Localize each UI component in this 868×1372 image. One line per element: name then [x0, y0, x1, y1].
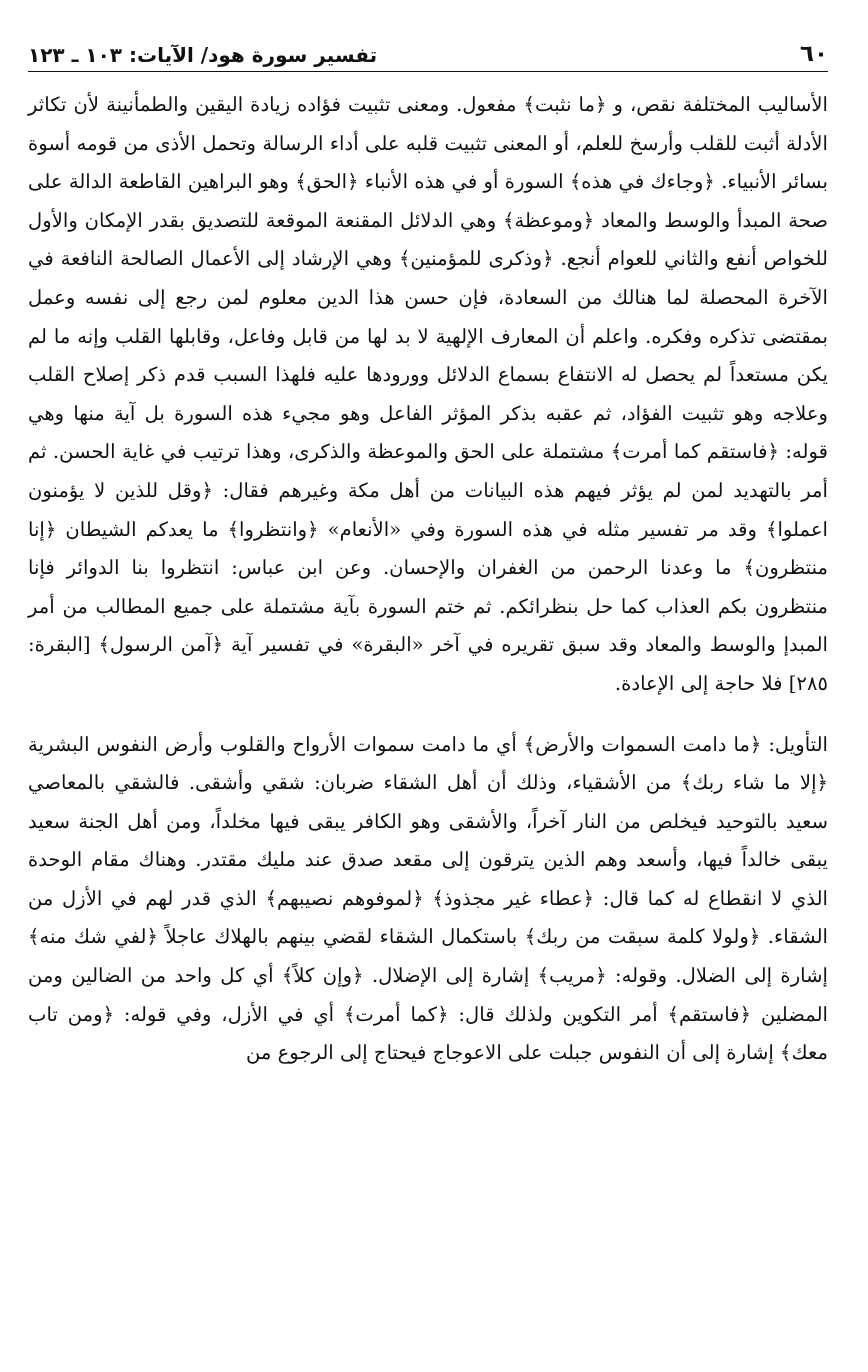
running-title: تفسير سورة هود/ الآيات: ١٠٣ ـ ١٢٣: [28, 43, 378, 67]
tafsir-paragraph: الأساليب المختلفة نقص، و ﴿ما نثبت﴾ مفعول. ومعنى تثبيت فؤاده زيادة اليقين والطمأنينة لأن تكاثر الأدلة أثبت للقلب وأرسخ للعلم، أو المعنى تثبيت قلبه على أداء الرسالة وتحمل الأذى من قومه أسوة بسائر الأنبياء. ﴿وجاءك في هذه﴾ السورة أو في هذه الأنباء ﴿الحق﴾ وهو البراهين القاطعة الدالة على صحة المبدأ والوسط والمعاد ﴿وموعظة﴾ وهي الدلائل المقنعة الموقعة للتصديق بقدر الإمكان والأول للخواص أنفع والثاني للعوام أنجع. ﴿وذكرى للمؤمنين﴾ وهي الإرشاد إلى الأعمال الصالحة النافعة في الآخرة المحصلة لما هنالك من السعادة، فإن حسن هذا الدين معلوم لمن رجع إلى نفسه وعمل بمقتضى تذكره وفكره. واعلم أن المعارف الإلهية لا بد لها من قابل وفاعل، وقابلها القلب وإنه ما لم يكن مستعداً لم يحصل له الانتفاع بسماع الدلائل وورودها عليه فلهذا السبب قدم ذكر إصلاح القلب وعلاجه وهو تثبيت الفؤاد، ثم عقبه بذكر المؤثر الفاعل وهو مجيء هذه السورة بل آية منها وهي قوله: ﴿فاستقم كما أمرت﴾ مشتملة على الحق والموعظة والذكرى، وهذا ترتيب في غاية الحسن. ثم أمر بالتهديد لمن لم يؤثر فيهم هذه البيانات من أهل مكة وغيرهم فقال: ﴿وقل للذين لا يؤمنون اعملوا﴾ وقد مر تفسير مثله في هذه السورة وفي «الأنعام» ﴿وانتظروا﴾ ما يعدكم الشيطان ﴿إنا منتظرون﴾ ما وعدنا الرحمن من الغفران والإحسان. وعن ابن عباس: انتظروا بنا الدوائر فإنا منتظرون بكم العذاب كما حل بنظرائكم. ثم ختم السورة بآية مشتملة على جميع المطالب من أمر المبدإ والوسط والمعاد وقد سبق تقريره في آخر «البقرة» في تفسير آية ﴿آمن الرسول﴾ [البقرة: ٢٨٥] فلا حاجة إلى الإعادة.: [28, 93, 828, 695]
page-number: ٦٠: [799, 41, 828, 67]
tawil-paragraph: التأويل: ﴿ما دامت السموات والأرض﴾ أي ما دامت سموات الأرواح والقلوب وأرض النفوس البشرية ﴿إلا ما شاء ربك﴾ من الأشقياء، وذلك أن أهل الشقاء ضربان: شقي وأشقى. فالشقي بالمعاصي سعيد بالتوحيد فيخلص من النار آخراً، والأشقى وهو الكافر يبقى فيها مخلداً، ومن أهل الجنة سعيد يبقى خالداً فيها، وأسعد وهم الذين يترقون إلى مقعد صدق عند مليك مقتدر. وهناك مقام الوحدة الذي لا انقطاع له كما قال: ﴿عطاء غير مجذوذ﴾ ﴿لموفوهم نصيبهم﴾ الذي قدر لهم في الأزل من الشقاء. ﴿ولولا كلمة سبقت من ربك﴾ باستكمال الشقاء لقضي بينهم بالهلاك عاجلاً ﴿لفي شك منه﴾ إشارة إلى الضلال. وقوله: ﴿مريب﴾ إشارة إلى الإضلال. ﴿وإن كلاً﴾ أي كل واحد من الضالين ومن المضلين ﴿فاستقم﴾ أمر التكوين ولذلك قال: ﴿كما أمرت﴾ أي في الأزل، وفي قوله: ﴿ومن تاب معك﴾ إشارة إلى أن النفوس جبلت على الاعوجاج فيحتاج إلى الرجوع من: [28, 732, 828, 1065]
page-header: [28, 36, 828, 72]
book-page: [28, 36, 828, 1336]
